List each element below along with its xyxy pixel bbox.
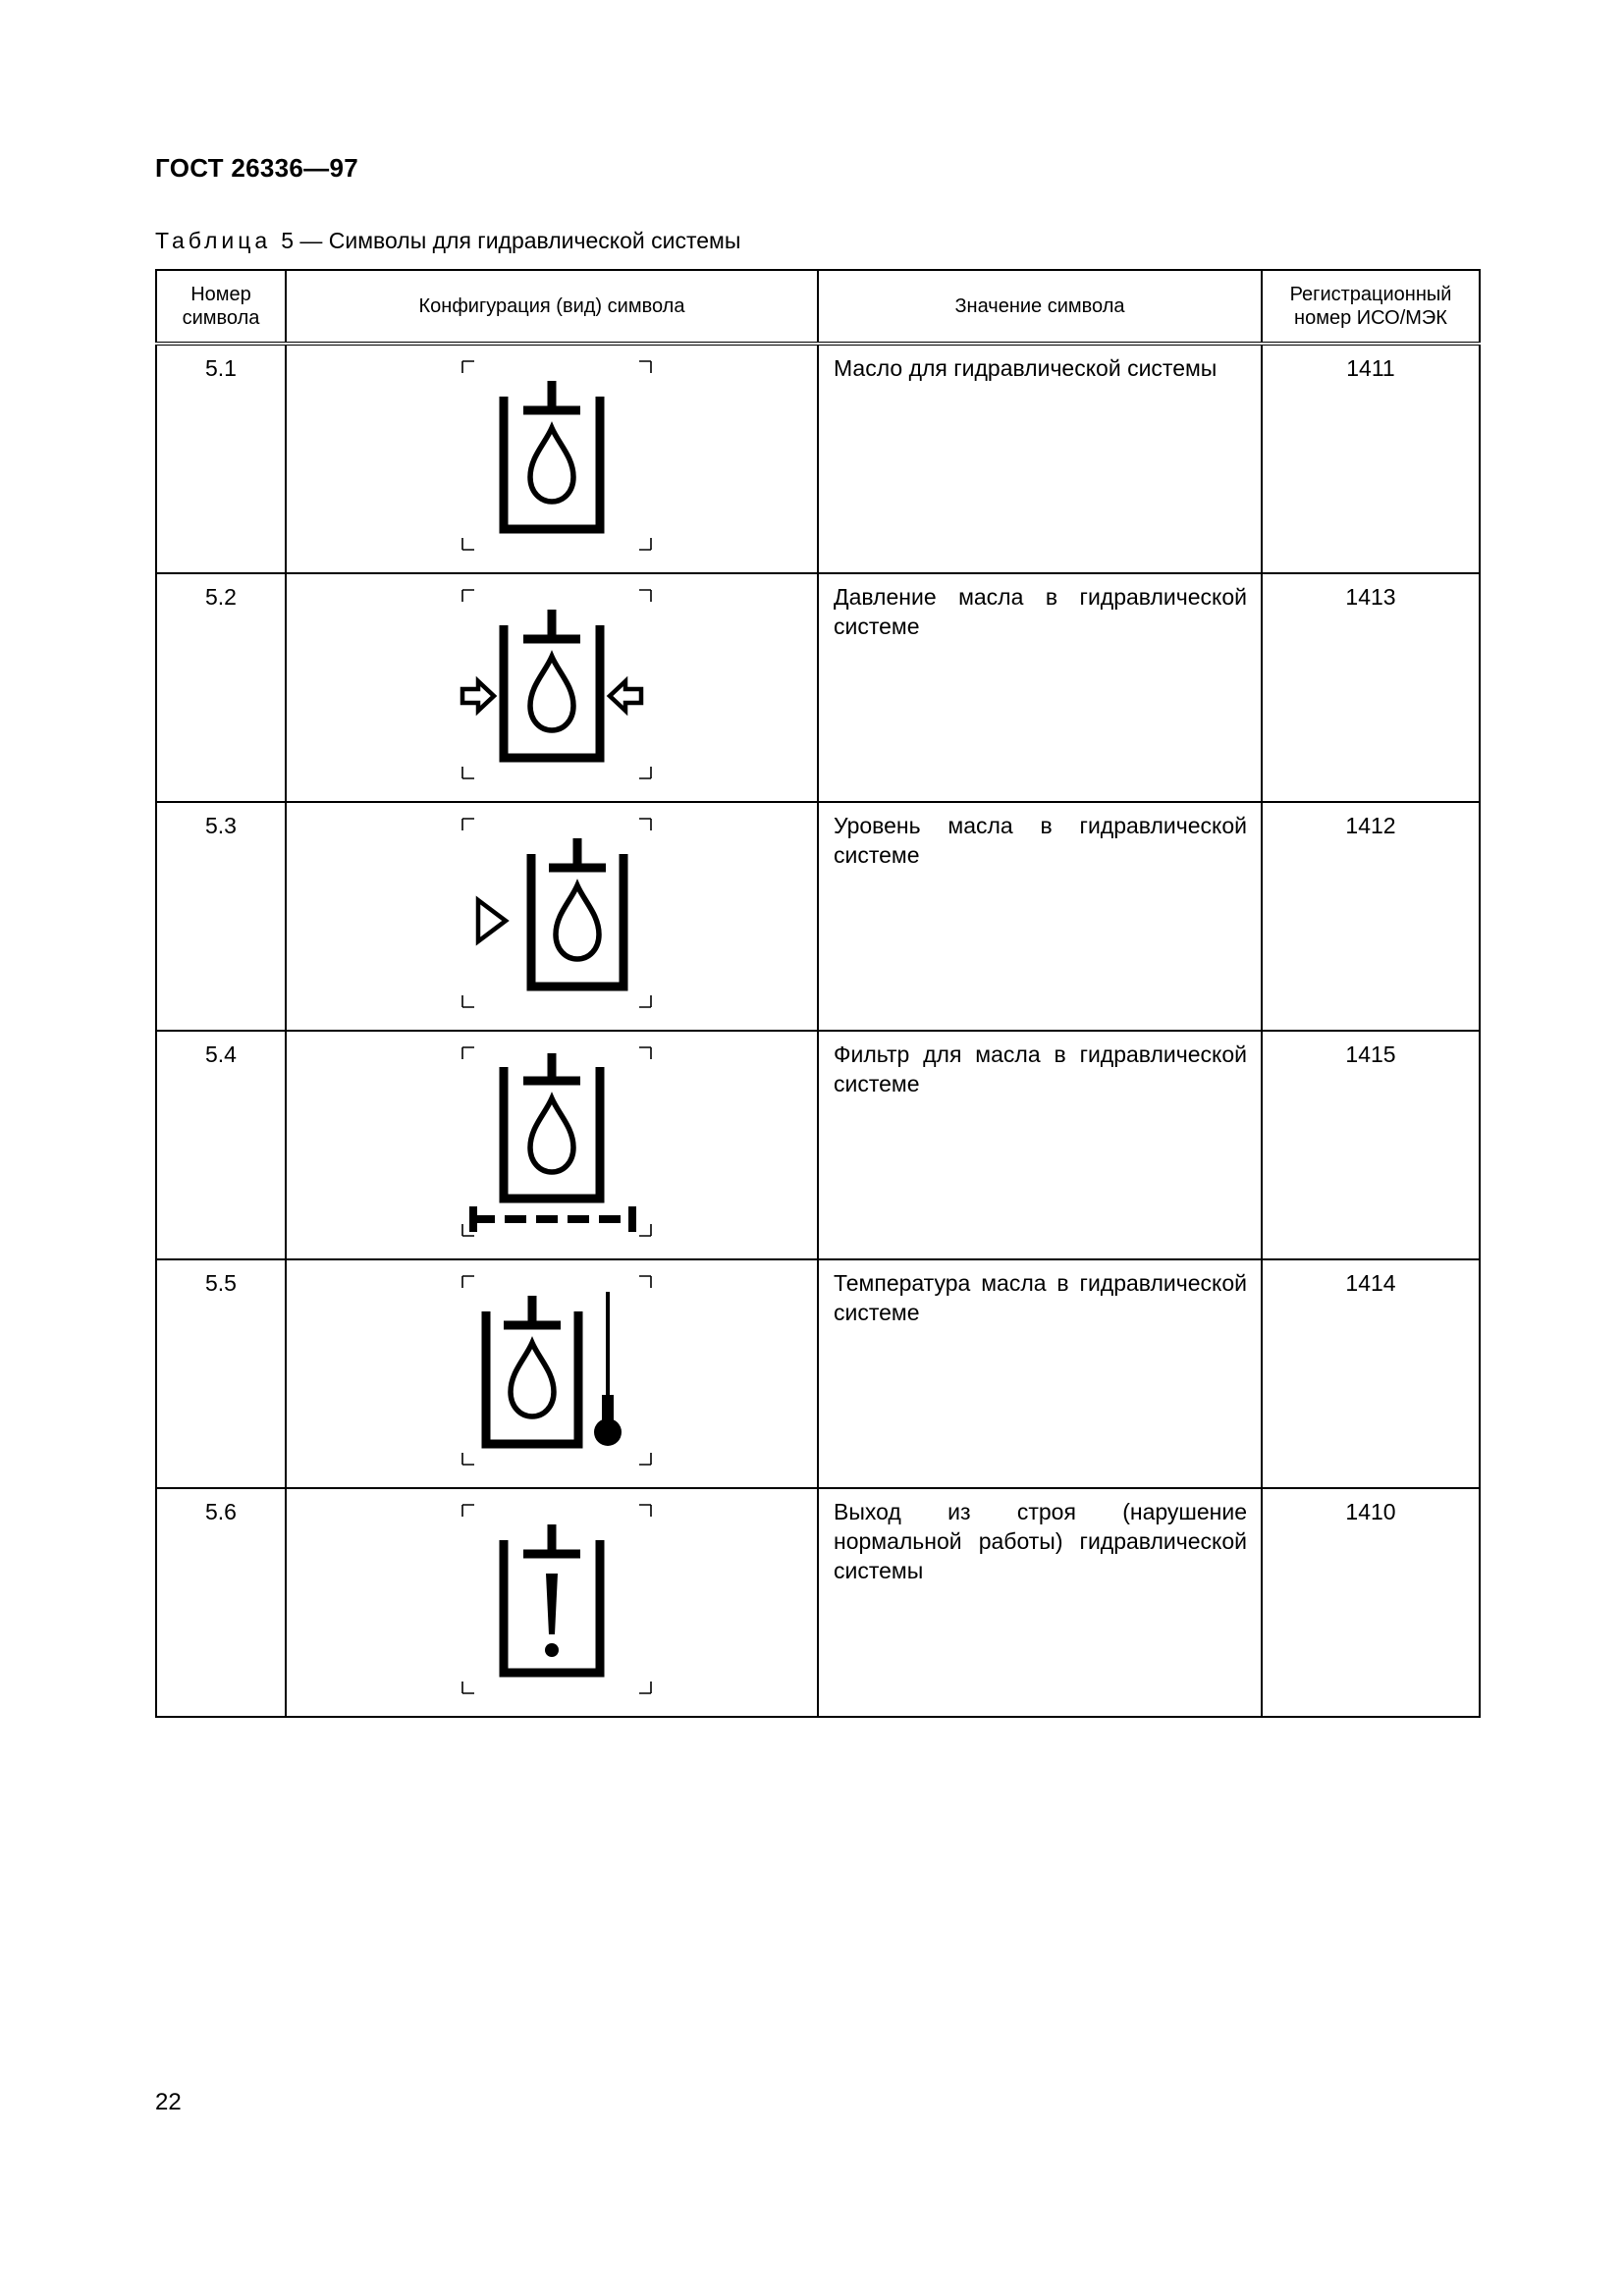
symbols-table xyxy=(155,269,1481,1718)
table-caption-label: Таблица xyxy=(155,228,272,253)
symbol-number: 5.6 xyxy=(156,1488,286,1717)
document-code: ГОСТ 26336—97 xyxy=(155,153,358,183)
symbol-meaning: Выход из строя (нарушение нормальной работы) гидравлической системы xyxy=(818,1488,1262,1717)
table-row xyxy=(156,573,1480,802)
registration-number: 1412 xyxy=(1262,802,1480,1031)
table-row xyxy=(156,1259,1480,1488)
hydraulic-oil-filter-icon xyxy=(459,1043,655,1240)
registration-number: 1415 xyxy=(1262,1031,1480,1259)
hydraulic-system-failure-icon xyxy=(459,1501,655,1697)
table-row xyxy=(156,1031,1480,1259)
symbol-meaning: Давление масла в гидравлической системе xyxy=(818,573,1262,802)
column-header-symbol: Конфигурация (вид) символа xyxy=(286,270,818,344)
registration-number: 1414 xyxy=(1262,1259,1480,1488)
symbol-cell xyxy=(286,802,818,1031)
symbol-meaning: Масло для гидравлической системы xyxy=(818,344,1262,573)
hydraulic-oil-temperature-icon xyxy=(459,1272,655,1468)
symbol-meaning: Уровень масла в гидравлической системе xyxy=(818,802,1262,1031)
symbol-number: 5.2 xyxy=(156,573,286,802)
registration-number: 1410 xyxy=(1262,1488,1480,1717)
registration-number: 1411 xyxy=(1262,344,1480,573)
column-header-number: Номер символа xyxy=(156,270,286,344)
symbol-number: 5.3 xyxy=(156,802,286,1031)
column-header-meaning: Значение символа xyxy=(818,270,1262,344)
symbol-number: 5.1 xyxy=(156,344,286,573)
symbol-cell xyxy=(286,1259,818,1488)
registration-number: 1413 xyxy=(1262,573,1480,802)
page-number: 22 xyxy=(155,2089,182,2115)
symbol-number: 5.4 xyxy=(156,1031,286,1259)
table-caption xyxy=(155,228,740,254)
symbol-number: 5.5 xyxy=(156,1259,286,1488)
symbol-cell xyxy=(286,344,818,573)
symbol-cell xyxy=(286,1031,818,1259)
symbol-cell xyxy=(286,573,818,802)
symbol-meaning: Фильтр для масла в гидравлической системе xyxy=(818,1031,1262,1259)
table-header-row xyxy=(156,270,1480,344)
column-header-registration: Регистрационный номер ИСО/МЭК xyxy=(1262,270,1480,344)
hydraulic-oil-icon xyxy=(459,357,655,554)
hydraulic-oil-pressure-icon xyxy=(459,586,655,782)
table-row xyxy=(156,1488,1480,1717)
table-row xyxy=(156,802,1480,1031)
table-caption-text: 5 — Символы для гидравлической системы xyxy=(281,228,741,253)
table-row xyxy=(156,344,1480,573)
symbol-cell xyxy=(286,1488,818,1717)
hydraulic-oil-level-icon xyxy=(459,815,655,1011)
symbol-meaning: Температура масла в гидравлической системе xyxy=(818,1259,1262,1488)
